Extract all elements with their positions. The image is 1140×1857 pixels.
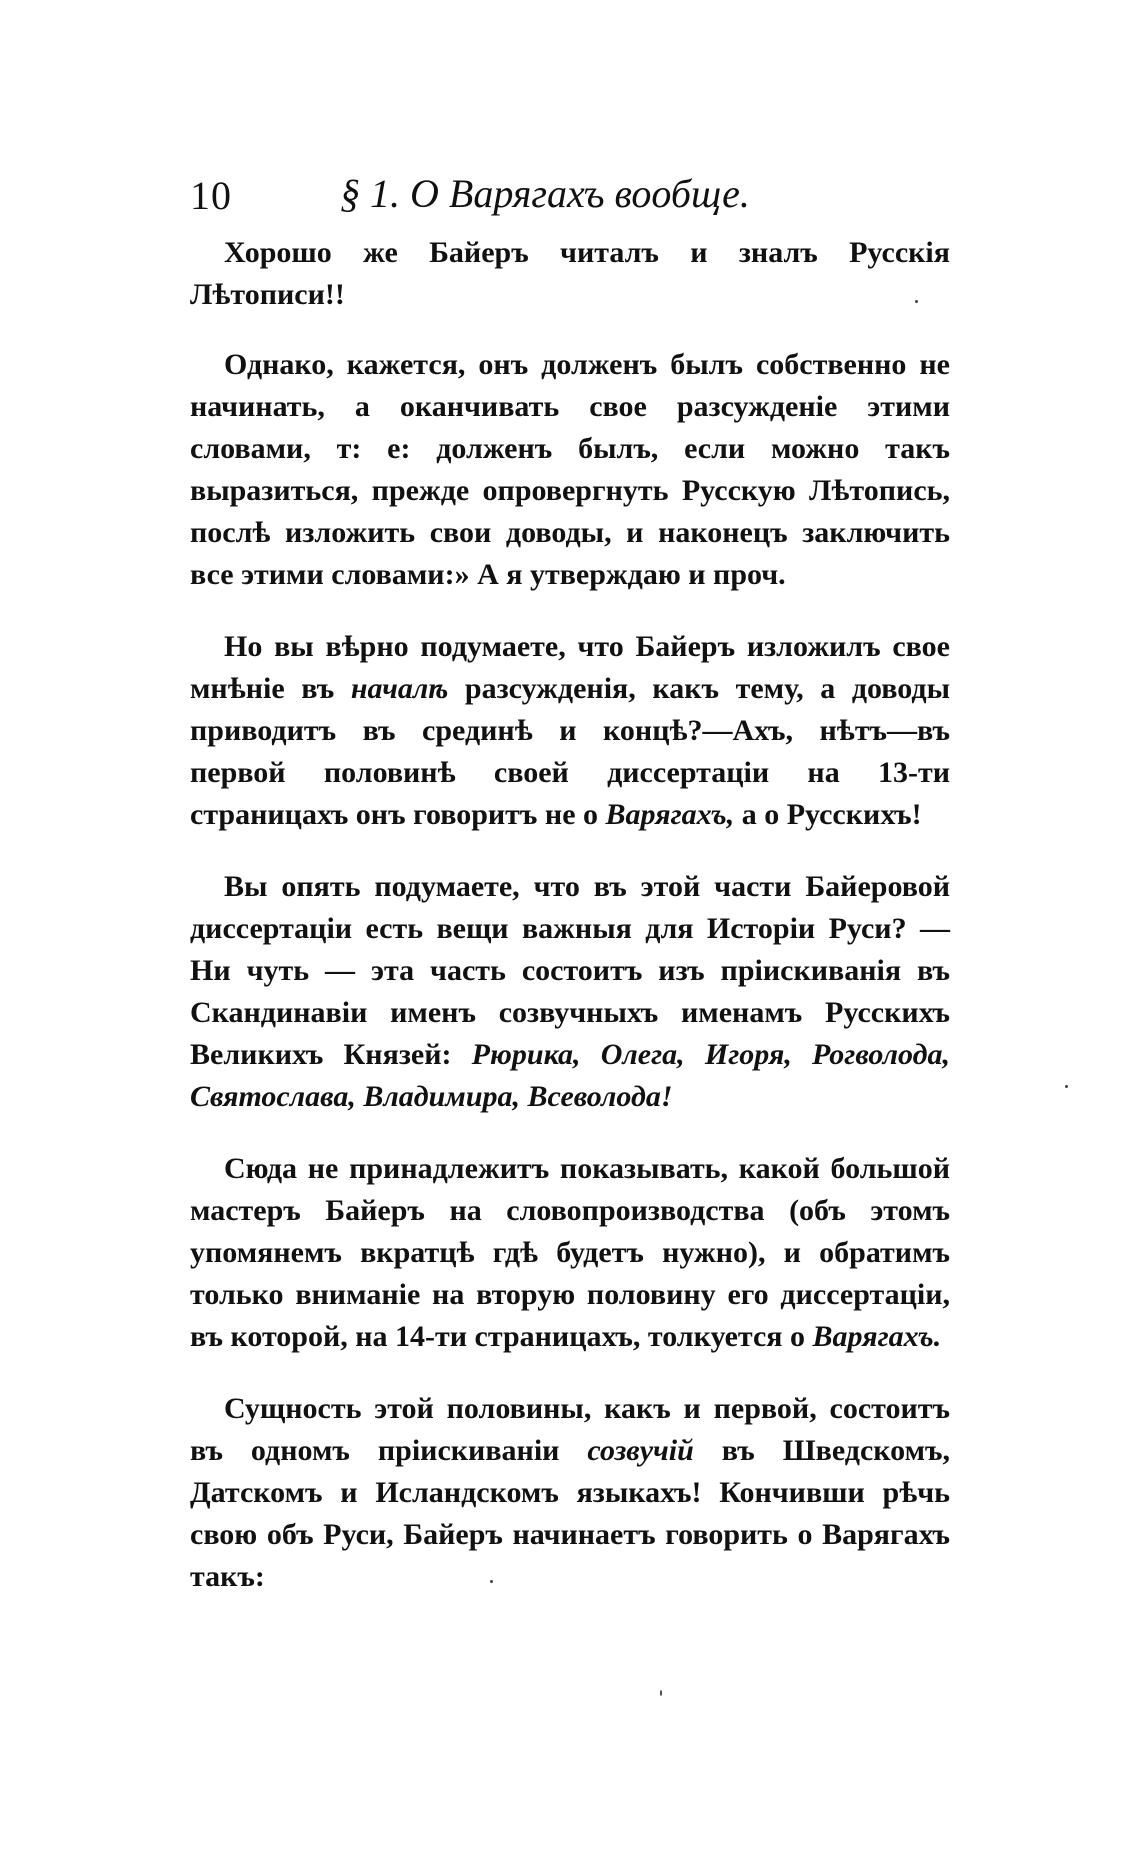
italic-run: Варягахъ. bbox=[812, 1320, 942, 1353]
italic-run: Варягахъ, bbox=[605, 798, 735, 831]
running-title: § 1. О Варягахъ вообще. bbox=[340, 171, 750, 216]
body-text bbox=[190, 232, 950, 1628]
text-run: Хорошо же Байеръ читалъ и зналъ Русскія Лѣтописи!! bbox=[190, 236, 950, 311]
italic-run: созвучій bbox=[587, 1434, 694, 1467]
text-run: Вы опять подумаете, что въ этой части Байеровой диссертаціи есть вещи важныя для Исторіи Руси? — Ни чуть — эта часть состоитъ изъ пріискиванія въ Скандинавіи именъ созвучныхъ именамъ Русскихъ Великихъ Князей: bbox=[190, 870, 950, 1071]
scan-speck bbox=[1065, 1085, 1068, 1088]
page-number: 10 bbox=[190, 173, 232, 218]
paragraph bbox=[190, 866, 950, 1118]
scan-speck bbox=[490, 1580, 493, 1583]
text-run: Но вы вѣрно подумаете, что Байеръ изложилъ свое мнѣніе въ bbox=[190, 630, 950, 705]
scan-speck bbox=[915, 300, 918, 303]
paragraph bbox=[190, 344, 950, 596]
text-run: Сущность этой половины, какъ и первой, состоитъ въ одномъ пріискиваніи bbox=[190, 1392, 950, 1467]
italic-run: Рюрика, Олега, Игоря, Рогволода, Святослава, Владимира, Всеволода! bbox=[190, 1038, 950, 1113]
text-run: разсужденія, какъ тему, а доводы приводитъ въ срединѣ и концѣ?—Ахъ, нѣтъ—въ первой половинѣ своей диссертаціи на 13-ти страницахъ онъ говоритъ не о bbox=[190, 672, 951, 831]
scan-speck bbox=[660, 1690, 662, 1696]
text-run: Однако, кажется, онъ долженъ былъ собственно не начинать, а оканчивать свое разсужденіе этими словами, т: е: долженъ былъ, если можно такъ выразиться, прежде опровергнуть Русскую Лѣтопись, послѣ изложить свои доводы, и наконецъ заключить все этими словами:» А я утверждаю и проч. bbox=[190, 348, 950, 591]
italic-run: началѣ bbox=[350, 672, 449, 705]
page-header bbox=[190, 160, 950, 220]
text-run: а о Русскихъ! bbox=[734, 798, 922, 831]
text-run: Сюда не принадлежитъ показывать, какой большой мастеръ Байеръ на словопроизводства (объ этомъ упомянемъ вкратцѣ гдѣ будетъ нужно), и обратимъ только вниманіе на вторую половину его диссертаціи, въ которой, на 14-ти страницахъ, толкуется о bbox=[190, 1152, 950, 1353]
text-run: въ Шведскомъ, Датскомъ и Исландскомъ языкахъ! Кончивши рѣчь свою объ Руси, Байеръ начинаетъ говорить о Варягахъ такъ: bbox=[190, 1434, 950, 1593]
paragraph bbox=[190, 1388, 950, 1598]
paragraph bbox=[190, 1148, 950, 1358]
paragraph bbox=[190, 232, 950, 316]
paragraph bbox=[190, 626, 950, 836]
